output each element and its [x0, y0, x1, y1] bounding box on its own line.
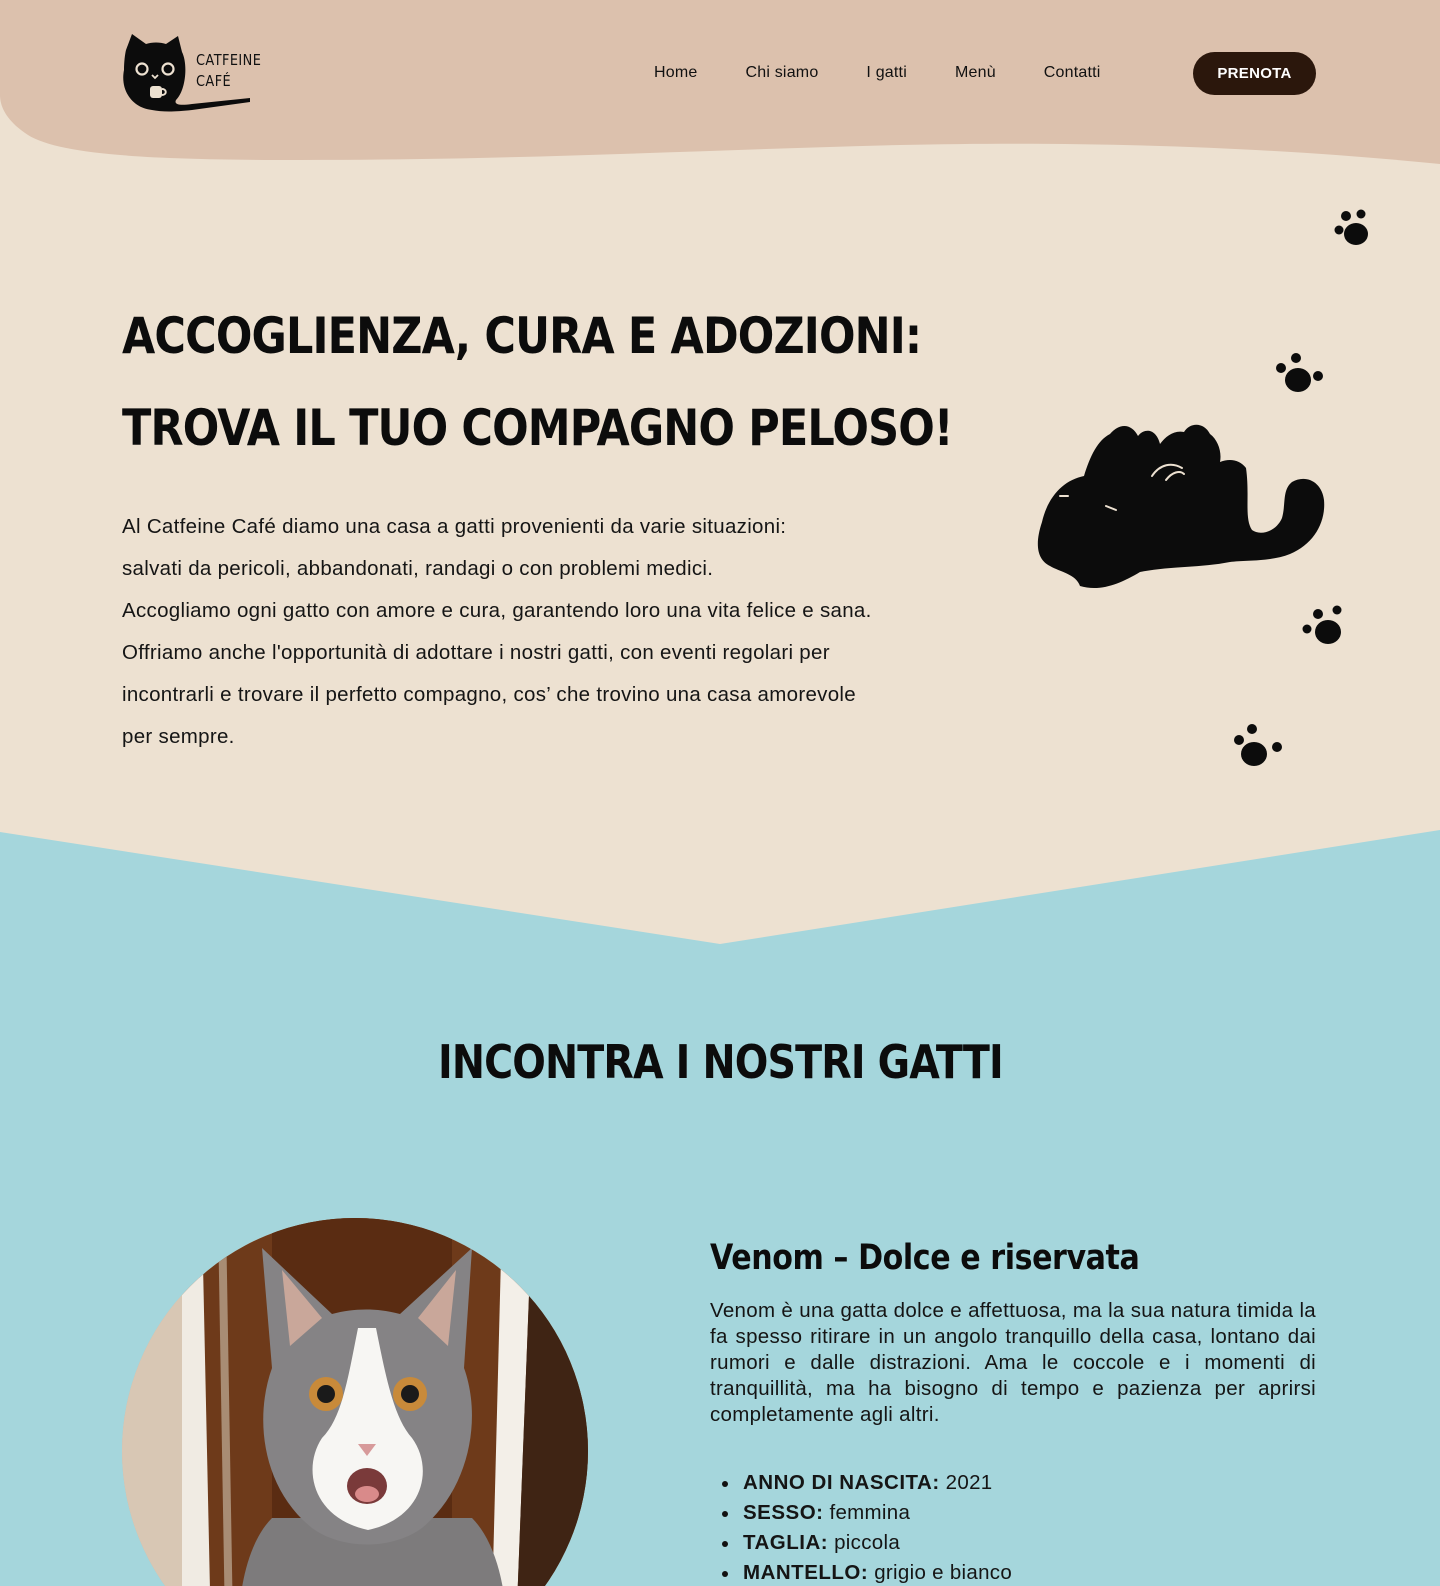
hero-title-line-1: ACCOGLIENZA, CURA E ADOZIONI:: [122, 307, 922, 365]
cat-fact-label: TAGLIA:: [743, 1531, 829, 1554]
nav-link-menu[interactable]: Menù: [954, 64, 996, 81]
cat-fact-value: piccola: [834, 1531, 901, 1554]
paw-print-icon: [1303, 606, 1342, 645]
hero-title-line-2: TROVA IL TUO COMPAGNO PELOSO!: [122, 399, 953, 457]
cat-facts-list: [710, 1468, 1330, 1586]
site-logo[interactable]: [122, 34, 262, 114]
hero-paragraph: [122, 506, 1002, 758]
logo-line-2: CAFÉ: [196, 72, 232, 90]
hero-paragraph-line: salvati da pericoli, abbandonati, randagi o con problemi medici.: [122, 557, 714, 580]
main-nav: [654, 62, 1101, 84]
sleeping-cat-illustration: [1038, 425, 1324, 588]
hero-paragraph-line: Accogliamo ogni gatto con amore e cura, garantendo loro una vita felice e sana.: [122, 599, 872, 622]
cats-section-title-text: INCONTRA I NOSTRI GATTI: [437, 1035, 1003, 1089]
cat-fact-item: [710, 1528, 1330, 1558]
cat-fact-value: grigio e bianco: [874, 1561, 1013, 1584]
cat-fact-item: [710, 1498, 1330, 1528]
cat-fact-value: 2021: [945, 1471, 993, 1494]
paw-print-icon: [1234, 724, 1282, 766]
cat-fact-label: ANNO DI NASCITA:: [743, 1471, 940, 1494]
nav-link-i-gatti[interactable]: I gatti: [866, 64, 907, 81]
nav-link-home[interactable]: Home: [654, 64, 698, 81]
cat-fact-value: femmina: [829, 1501, 911, 1524]
hero-illustration: [1020, 200, 1400, 780]
cats-section-title: [0, 1032, 1440, 1092]
paw-print-icon: [1276, 353, 1323, 392]
hero-paragraph-line: per sempre.: [122, 725, 235, 748]
cat-fact-label: SESSO:: [743, 1501, 824, 1524]
logo-line-1: CATFEINE: [196, 51, 262, 69]
hero-paragraph-line: Al Catfeine Café diamo una casa a gatti provenienti da varie situazioni:: [122, 515, 787, 538]
nav-link-chi-siamo[interactable]: Chi siamo: [745, 64, 819, 81]
cat-name-heading: Venom – Dolce e riservata: [710, 1238, 1140, 1278]
cat-fact-item: [710, 1468, 1330, 1498]
prenota-button[interactable]: PRENOTA: [1193, 52, 1316, 95]
site-header: [0, 0, 1440, 170]
hero-paragraph-line: Offriamo anche l'opportunità di adottare i nostri gatti, con eventi regolari per: [122, 641, 830, 664]
paw-print-icon: [1335, 210, 1369, 246]
logo-wordmark: [196, 50, 261, 92]
hero-title: [122, 290, 953, 474]
cat-description: Venom è una gatta dolce e affettuosa, ma la sua natura timida la fa spesso ritirare in un angolo tranquillo della casa, lontano dai rumori e dalle distrazioni. Ama le coccole e i momenti di tranquillità, ma ha bisogno di tempo e pazienza per aprirsi completamente agli altri.: [710, 1299, 1316, 1426]
cat-fact-label: MANTELLO:: [743, 1561, 869, 1584]
nav-link-contatti[interactable]: Contatti: [1043, 64, 1101, 81]
hero-paragraph-line: incontrarli e trovare il perfetto compagno, cos’ che trovino una casa amorevole: [122, 683, 856, 706]
cat-fact-item: [710, 1558, 1330, 1586]
